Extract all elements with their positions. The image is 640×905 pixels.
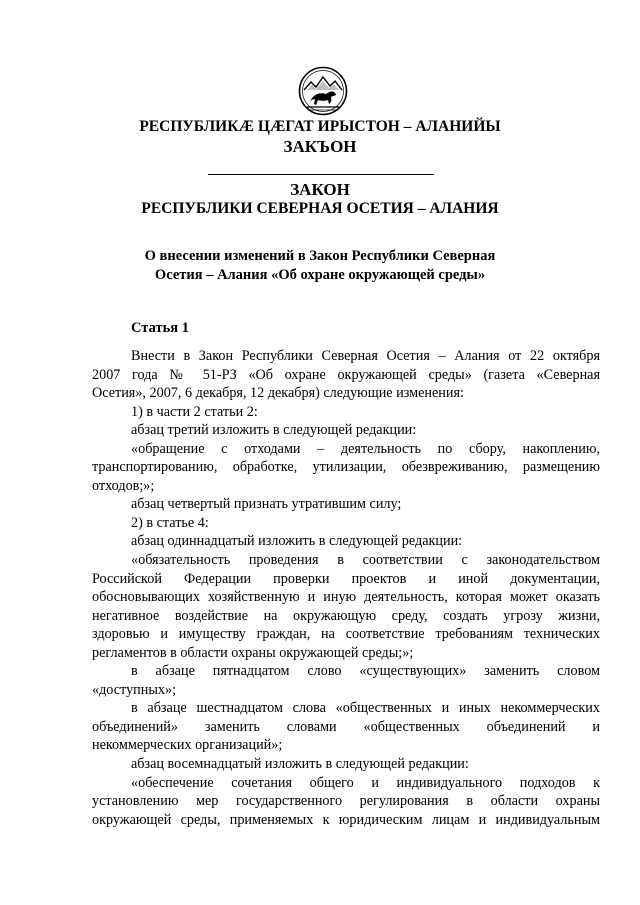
body-line: абзац восемнадцатый изложить в следующей редакции: xyxy=(131,756,469,773)
body-line: «обращение с отходами – деятельность по сбору, накоплению, xyxy=(131,440,600,457)
body-line: 1) в части 2 статьи 2: xyxy=(131,403,258,420)
body-line: некоммерческих организаций»; xyxy=(92,737,283,754)
body-line: в абзаце пятнадцатом слово «существующих» заменить словом xyxy=(131,663,600,680)
body-line: абзац третий изложить в следующей редакции: xyxy=(131,422,417,439)
republic-name-ossetian: РЕСПУБЛИКӔ ЦӔГАТ ИРЫСТОН – АЛАНИЙЫ xyxy=(139,118,501,135)
body-line: установлению мер государственного регулирования в области охраны xyxy=(92,793,600,810)
header-divider xyxy=(208,174,434,175)
body-line: Осетия», 2007, 6 декабря, 12 декабря) следующие изменения: xyxy=(92,385,464,402)
republic-name-russian: РЕСПУБЛИКИ СЕВЕРНАЯ ОСЕТИЯ – АЛАНИЯ xyxy=(141,200,499,217)
law-word-ossetian: ЗАКЪОН xyxy=(283,137,357,156)
body-line: негативное воздействие на окружающую среду, создать угрозу жизни, xyxy=(92,607,600,624)
body-line: абзац четвертый признать утратившим силу; xyxy=(131,496,402,513)
body-line: Внести в Закон Республики Северная Осетия – Алания от 22 октября xyxy=(131,348,600,364)
law-word-russian: ЗАКОН xyxy=(290,180,350,199)
body-line: Российской Федерации проверки проектов и иной документации, xyxy=(92,570,600,587)
body-line: «доступных»; xyxy=(92,681,177,698)
body-line: объединений» заменить словами «общественных объединений и xyxy=(92,718,600,735)
law-title-line-1: О внесении изменений в Закон Республики Северная xyxy=(144,248,496,264)
body-line: транспортированию, обработке, утилизации, обезвреживанию, размещению xyxy=(92,459,600,476)
body-line: «обеспечение сочетания общего и индивидуального подходов к xyxy=(131,774,600,791)
body-line: здоровью и имуществу граждан, на соответствие требованиям технических xyxy=(92,626,600,643)
body-line: в абзаце шестнадцатом слова «общественных и иных некоммерческих xyxy=(131,700,600,717)
body-line: 2007 года № 51-РЗ «Об охране окружающей среды» (газета «Северная xyxy=(92,366,600,383)
body-line: окружающей среды, применяемых к юридическим лицам и индивидуальным xyxy=(92,811,600,828)
body-line: 2) в статье 4: xyxy=(131,514,209,531)
body-line: регламентов в области охраны окружающей среды;»; xyxy=(92,644,414,661)
body-line: абзац одиннадцатый изложить в следующей редакции: xyxy=(131,533,463,550)
body-line: «обязательность проведения в соответствии с законодательством xyxy=(131,552,600,569)
body-line: обосновывающих хозяйственную и иную деятельность, которая может оказать xyxy=(92,589,600,606)
law-title-line-2: Осетия – Алания «Об охране окружающей среды» xyxy=(154,267,486,283)
coat-of-arms-icon xyxy=(298,66,348,116)
article-heading: Статья 1 xyxy=(131,320,189,336)
article-body xyxy=(92,347,600,829)
body-line: отходов;»; xyxy=(92,477,155,494)
